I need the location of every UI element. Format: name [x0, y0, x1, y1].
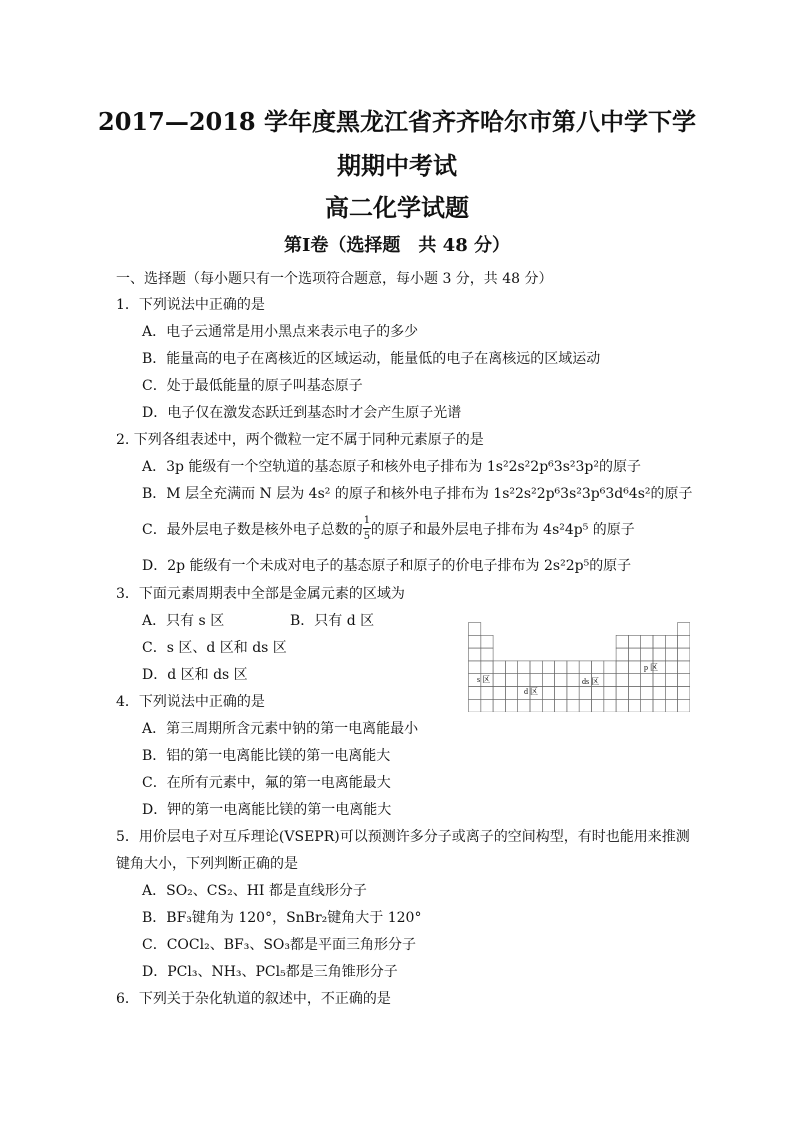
periodic-table-cell — [678, 687, 690, 700]
periodic-table-cell — [641, 687, 653, 700]
periodic-table-cell — [493, 661, 505, 674]
periodic-table-cell — [678, 699, 690, 712]
periodic-table-cell — [616, 674, 628, 687]
periodic-table-cell — [628, 635, 640, 648]
question-4-option-c: C．在所有元素中，氟的第一电离能最大 — [142, 775, 391, 791]
question-4-stem: 4．下列说法中正确的是 — [116, 694, 265, 710]
question-5-option-c: C．COCl₂、BF₃、SO₃都是平面三角形分子 — [142, 937, 416, 953]
d-block-label: d 区 — [524, 687, 538, 696]
periodic-table-cell — [493, 687, 505, 700]
periodic-table-cell — [469, 699, 481, 712]
periodic-table-cell — [665, 648, 677, 661]
periodic-table-cell — [628, 648, 640, 661]
periodic-table-cell — [542, 661, 554, 674]
periodic-table-cell — [469, 648, 481, 661]
s-block-label: s 区 — [477, 675, 491, 684]
periodic-table-cell — [542, 674, 554, 687]
periodic-table-cell — [469, 661, 481, 674]
part-heading: 第Ⅰ卷（选择题 共 48 分） — [283, 235, 510, 256]
periodic-table-cell — [678, 674, 690, 687]
periodic-table-cell — [469, 635, 481, 648]
periodic-table-cell — [653, 635, 665, 648]
periodic-table-cell — [604, 661, 616, 674]
periodic-table-cell — [567, 674, 579, 687]
question-3-option-a: A．只有 s 区 — [142, 613, 225, 629]
periodic-table-cell — [628, 687, 640, 700]
periodic-table-cell — [518, 699, 530, 712]
periodic-table-cell — [555, 674, 567, 687]
periodic-table-cell — [665, 635, 677, 648]
question-2-option-b: B．M 层全充满而 N 层为 4s² 的原子和核外电子排布为 1s²2s²2p⁶3s²3p⁶3d⁶4s²的原子 — [142, 486, 693, 502]
fraction-one-fifth: $\frac{1}{5}$ — [363, 515, 371, 542]
periodic-table-cell — [567, 687, 579, 700]
periodic-table-cell — [505, 661, 517, 674]
question-1-option-d: D．电子仅在激发态跃迁到基态时才会产生原子光谱 — [142, 405, 462, 421]
periodic-table-cell — [579, 687, 591, 700]
periodic-table-cell — [641, 699, 653, 712]
periodic-table-cell — [628, 674, 640, 687]
ds-block-label: ds 区 — [582, 677, 600, 686]
periodic-table-cell — [628, 661, 640, 674]
question-5-option-d: D．PCl₃、NH₃、PCl₅都是三角锥形分子 — [142, 964, 398, 980]
question-6-stem: 6．下列关于杂化轨道的叙述中，不正确的是 — [116, 991, 391, 1007]
question-1-option-c: C．处于最低能量的原子叫基态原子 — [142, 378, 363, 394]
periodic-table-cell — [678, 648, 690, 661]
periodic-table-cell — [555, 687, 567, 700]
periodic-table-cell — [469, 623, 481, 636]
question-5-option-b: B．BF₃键角为 120°，SnBr₂键角大于 120° — [142, 910, 422, 926]
periodic-table-cell — [653, 674, 665, 687]
periodic-table-cell — [579, 661, 591, 674]
question-3-stem: 3．下面元素周期表中全部是金属元素的区域为 — [116, 586, 405, 602]
periodic-table-cell — [604, 674, 616, 687]
periodic-table-cell — [555, 699, 567, 712]
periodic-table-cell — [481, 648, 493, 661]
question-2-option-a: A．3p 能级有一个空轨道的基态原子和核外电子排布为 1s²2s²2p⁶3s²3p²的原子 — [142, 459, 641, 475]
periodic-table-cell — [628, 699, 640, 712]
periodic-table-cell — [542, 687, 554, 700]
periodic-table-cell — [616, 687, 628, 700]
periodic-table-cell — [555, 661, 567, 674]
periodic-table-cell — [592, 661, 604, 674]
question-1-stem: 1．下列说法中正确的是 — [116, 297, 265, 313]
periodic-table-cell — [567, 661, 579, 674]
question-4-option-a: A．第三周期所含元素中钠的第一电离能最小 — [142, 721, 419, 737]
periodic-table-cell — [505, 699, 517, 712]
periodic-table-cell — [481, 687, 493, 700]
periodic-table-cell — [616, 661, 628, 674]
periodic-table-cell — [665, 661, 677, 674]
periodic-table-cell — [530, 661, 542, 674]
question-2-option-d: D．2p 能级有一个未成对电子的基态原子和原子的价电子排布为 2s²2p⁵的原子 — [142, 558, 632, 574]
periodic-table-cell — [518, 674, 530, 687]
question-2-option-c: C．最外层电子数是核外电子总数的 $\frac{1}{5}$ 的原子和最外层电子排布为 4s²4p⁵ 的原子 — [142, 515, 635, 542]
periodic-table-cell — [481, 635, 493, 648]
question-4-option-d: D．钾的第一电离能比镁的第一电离能大 — [142, 802, 392, 818]
periodic-table-cell — [505, 674, 517, 687]
question-3-option-c: C．s 区、d 区和 ds 区 — [142, 640, 287, 656]
periodic-table-diagram — [468, 622, 690, 712]
periodic-table-cell — [542, 699, 554, 712]
question-3-option-b: B．只有 d 区 — [290, 613, 375, 629]
periodic-table-cell — [481, 661, 493, 674]
periodic-table-cell — [678, 635, 690, 648]
periodic-table-cell — [653, 648, 665, 661]
periodic-table-cell — [641, 648, 653, 661]
periodic-table-cell — [481, 699, 493, 712]
periodic-table-cell — [616, 648, 628, 661]
periodic-table-cell — [530, 674, 542, 687]
periodic-table-cell — [665, 699, 677, 712]
periodic-table-cell — [592, 687, 604, 700]
question-5-option-a: A．SO₂、CS₂、HI 都是直线形分子 — [142, 883, 367, 899]
periodic-table-cell — [678, 661, 690, 674]
question-1-option-b: B．能量高的电子在离核近的区域运动，能量低的电子在离核远的区域运动 — [142, 351, 601, 367]
periodic-table-cell — [530, 699, 542, 712]
periodic-table-cell — [653, 687, 665, 700]
periodic-table-cell — [641, 674, 653, 687]
periodic-table-cell — [505, 687, 517, 700]
periodic-table-cell — [678, 623, 690, 636]
periodic-table-cell — [604, 699, 616, 712]
periodic-table-cell — [592, 699, 604, 712]
periodic-table-cell — [579, 699, 591, 712]
question-5-stem-line2: 键角大小，下列判断正确的是 — [116, 856, 298, 872]
periodic-table-cell — [469, 687, 481, 700]
periodic-table-cell — [653, 699, 665, 712]
periodic-table-cell — [616, 635, 628, 648]
periodic-table-cell — [567, 699, 579, 712]
periodic-table-cell — [493, 674, 505, 687]
exam-title-line1: 2017—2018 学年度黑龙江省齐齐哈尔市第八中学下学 — [98, 107, 696, 136]
question-3-option-d: D．d 区和 ds 区 — [142, 667, 248, 683]
periodic-table-cell — [493, 699, 505, 712]
periodic-table-cell — [604, 687, 616, 700]
question-4-option-b: B．铝的第一电离能比镁的第一电离能大 — [142, 748, 391, 764]
periodic-table-cell — [616, 699, 628, 712]
question-5-stem-line1: 5．用价层电子对互斥理论(VSEPR)可以预测许多分子或离子的空间构型，有时也能用来推测 — [116, 829, 690, 845]
periodic-table-cell — [665, 687, 677, 700]
periodic-table-cell — [518, 661, 530, 674]
periodic-table-cell — [665, 674, 677, 687]
p-block-label: p 区 — [644, 663, 658, 672]
section-heading: 一、选择题（每小题只有一个选项符合题意，每小题 3 分，共 48 分） — [116, 271, 553, 287]
exam-subject: 高二化学试题 — [325, 193, 469, 222]
periodic-table-cell — [641, 635, 653, 648]
exam-title-line2: 期期中考试 — [337, 151, 457, 180]
question-1-option-a: A．电子云通常是用小黑点来表示电子的多少 — [142, 324, 419, 340]
question-2-stem: 2. 下列各组表述中，两个微粒一定不属于同种元素原子的是 — [116, 432, 484, 448]
